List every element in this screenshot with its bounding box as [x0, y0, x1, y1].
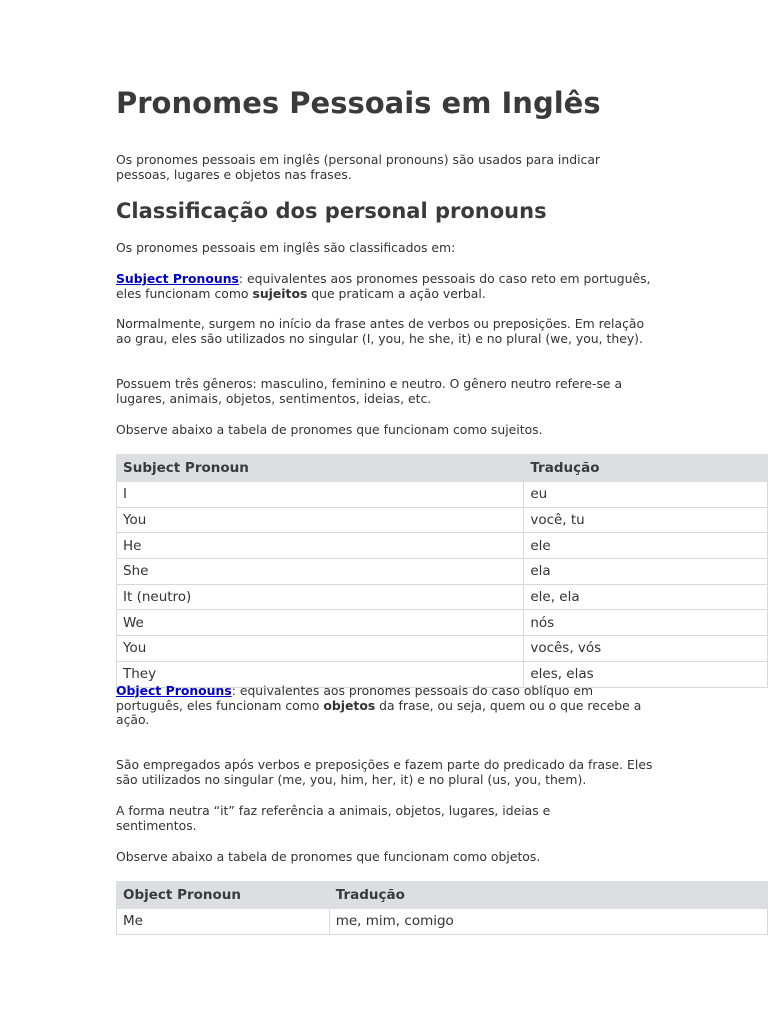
- table-header-row: [117, 882, 768, 909]
- column-header: Object Pronoun: [117, 882, 330, 909]
- table-header-row: [117, 455, 768, 482]
- subject-text-after: que praticam a ação verbal.: [307, 285, 486, 301]
- translation-cell: nós: [524, 610, 768, 636]
- table-row: [117, 909, 768, 935]
- object-bold-term: objetos: [323, 697, 376, 713]
- pronoun-cell: We: [117, 610, 524, 636]
- subject-bold-term: sujeitos: [252, 285, 308, 301]
- pronoun-cell: I: [117, 482, 524, 508]
- translation-cell: ele, ela: [524, 584, 768, 610]
- object-text-before: : equivalentes aos pronomes pessoais do caso oblíquo em português, eles funcionam como: [116, 683, 594, 713]
- pronoun-cell: You: [117, 507, 524, 533]
- column-header: Subject Pronoun: [117, 455, 524, 482]
- table-row: [117, 533, 768, 559]
- table-row: [117, 636, 768, 662]
- pronoun-cell: You: [117, 636, 524, 662]
- table-row: [117, 559, 768, 585]
- section-heading: Classificação dos personal pronouns: [116, 199, 547, 223]
- object-neutral-paragraph: A forma neutra “it” faz referência a animais, objetos, lugares, ideias e sentimentos.: [116, 803, 551, 833]
- translation-cell: ele: [524, 533, 768, 559]
- subject-pronoun-table: [116, 454, 768, 688]
- object-usage-paragraph: São empregados após verbos e preposições e fazem parte do predicado da frase. Eles são utilizados no singular (me, you, him, her, it) e no plural (us, you, them).: [116, 757, 653, 787]
- column-header: Tradução: [329, 882, 767, 909]
- table-row: [117, 610, 768, 636]
- table-row: [117, 584, 768, 610]
- pronoun-cell: She: [117, 559, 524, 585]
- translation-cell: eu: [524, 482, 768, 508]
- subject-pronouns-link[interactable]: Subject Pronouns: [116, 271, 239, 286]
- pronoun-cell: They: [117, 661, 524, 687]
- translation-cell: eles, elas: [524, 661, 768, 687]
- translation-cell: ela: [524, 559, 768, 585]
- object-text-after: da frase, ou seja, quem ou o que recebe a ação.: [116, 697, 642, 727]
- pronoun-cell: He: [117, 533, 524, 559]
- subject-text-before: : equivalentes aos pronomes pessoais do caso reto em português, eles funcionam como: [116, 271, 651, 301]
- object-table-intro: Observe abaixo a tabela de pronomes que funcionam como objetos.: [116, 849, 541, 864]
- subject-gender-paragraph: Possuem três gêneros: masculino, feminino e neutro. O gênero neutro refere-se a lugares, animais, objetos, sentimentos, ideias, etc.: [116, 376, 623, 406]
- column-header: Tradução: [524, 455, 768, 482]
- pronoun-cell: Me: [117, 909, 330, 935]
- table-row: [117, 482, 768, 508]
- classification-intro: Os pronomes pessoais em inglês são classificados em:: [116, 240, 456, 255]
- translation-cell: me, mim, comigo: [329, 909, 767, 935]
- table-row: [117, 507, 768, 533]
- pronoun-cell: It (neutro): [117, 584, 524, 610]
- subject-position-paragraph: Normalmente, surgem no início da frase antes de verbos ou preposições. Em relação ao grau, eles são utilizados no singular (I, you, he she, it) e no plural (we, you, they).: [116, 316, 645, 346]
- intro-paragraph: Os pronomes pessoais em inglês (personal pronouns) são usados para indicar pessoas, lugares e objetos nas frases.: [116, 152, 601, 182]
- object-pronouns-link[interactable]: Object Pronouns: [116, 683, 232, 698]
- translation-cell: você, tu: [524, 507, 768, 533]
- object-pronouns-paragraph: [116, 684, 656, 728]
- translation-cell: vocês, vós: [524, 636, 768, 662]
- page-title: Pronomes Pessoais em Inglês: [116, 86, 601, 120]
- subject-pronouns-paragraph: [116, 272, 656, 301]
- object-pronoun-table: [116, 881, 768, 935]
- subject-table-intro: Observe abaixo a tabela de pronomes que funcionam como sujeitos.: [116, 422, 543, 437]
